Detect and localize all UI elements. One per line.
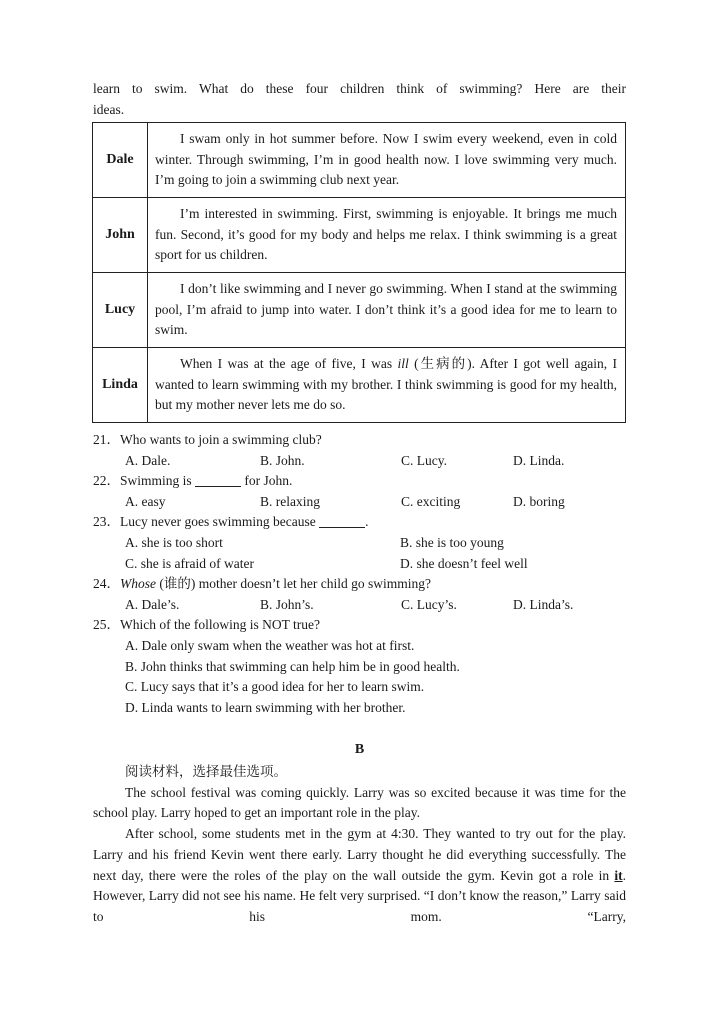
table-row <box>93 123 626 198</box>
child-name: Lucy <box>93 273 148 348</box>
section-b-passage <box>93 762 626 928</box>
passage-paragraph-2: After school, some students met in the gym at 4:30. They wanted to try out for the play. Larry and his friend Kevin went there early. Larry thought he did everything successfully. The next day, there were the roles of the play on the wall outside the gym. Kevin got a role in it. However, Larry did not see his name. He felt very surprised. “I don’t know the reason,” Larry said to his mom. “Larry, <box>93 826 626 924</box>
table-row <box>93 348 626 423</box>
question-25-stem: 25．Which of the following is NOT true? <box>93 617 320 633</box>
intro-text <box>93 78 626 120</box>
question-23-options-row1 <box>93 533 626 554</box>
child-opinion: I swam only in hot summer before. Now I swim every weekend, even in cold winter. Through swimming, I’m in good health now. I love swimming very much. I’m going to join a swimming club next year. <box>155 130 617 188</box>
question-23-stem: 23．Lucy never goes swimming because . <box>93 514 369 530</box>
questions-section <box>93 430 626 718</box>
option-d[interactable]: D. boring <box>513 493 565 509</box>
child-opinion: I’m interested in swimming. First, swimming is enjoyable. It brings me much fun. Second, it’s good for my body and helps me relax. I think swimming is a great sport for us children. <box>155 205 617 263</box>
question-24-options <box>93 595 626 616</box>
children-opinions-table <box>92 122 626 423</box>
option-b[interactable]: B. John thinks that swimming can help him be in good health. <box>125 658 460 674</box>
table-row <box>93 273 626 348</box>
option-d[interactable]: D. she doesn’t feel well <box>400 555 528 571</box>
child-name: Linda <box>93 348 148 423</box>
child-opinion: When I was at the age of five, I was ill (生病的). After I got well again, I wanted to learn swimming with my brother. I think swimming is good for my health, but my mother never lets me do so. <box>155 355 617 413</box>
table-row <box>93 198 626 273</box>
child-opinion: I don’t like swimming and I never go swimming. When I stand at the swimming pool, I’m afraid to jump into water. I don’t think it’s a good idea for me to learn to swim. <box>155 280 617 338</box>
intro-line-2: ideas. <box>93 102 125 117</box>
question-24-stem: 24．Whose (谁的) mother doesn’t let her child go swimming? <box>93 576 431 592</box>
option-a[interactable]: A. Dale only swam when the weather was hot at first. <box>125 637 415 653</box>
option-b[interactable]: B. John’s. <box>260 596 314 612</box>
section-b-title: B <box>354 742 365 757</box>
option-b[interactable]: B. she is too young <box>400 534 504 550</box>
option-b[interactable]: B. relaxing <box>260 493 320 509</box>
underlined-word: it <box>614 867 623 883</box>
question-22-options <box>93 492 626 513</box>
option-c[interactable]: C. Lucy says that it’s a good idea for her to learn swim. <box>125 679 425 695</box>
child-name: Dale <box>93 123 148 198</box>
question-21-options <box>93 451 626 472</box>
passage-paragraph-1: The school festival was coming quickly. Larry was so excited because it was time for the school play. Larry hoped to get an important role in the play. <box>93 784 626 821</box>
child-name: John <box>93 198 148 273</box>
question-23-options-row2 <box>93 554 626 575</box>
option-a[interactable]: A. easy <box>125 493 166 509</box>
option-d[interactable]: D. Linda’s. <box>513 596 574 612</box>
option-a[interactable]: A. she is too short <box>125 534 223 550</box>
option-c[interactable]: C. exciting <box>401 493 461 509</box>
option-b[interactable]: B. John. <box>260 452 305 468</box>
option-d[interactable]: D. Linda wants to learn swimming with her brother. <box>125 699 406 715</box>
option-c[interactable]: C. Lucy. <box>401 452 447 468</box>
question-21-stem: 21．Who wants to join a swimming club? <box>93 432 322 447</box>
option-a[interactable]: A. Dale’s. <box>125 596 180 612</box>
option-c[interactable]: C. Lucy’s. <box>401 596 457 612</box>
option-c[interactable]: C. she is afraid of water <box>125 555 254 571</box>
option-a[interactable]: A. Dale. <box>125 452 171 468</box>
section-b-instruction: 阅读材料，选择最佳选项。 <box>125 764 287 779</box>
question-22-stem: 22．Swimming is for John. <box>93 473 293 489</box>
intro-line-1: learn to swim. What do these four children think of swimming? Here are their <box>93 81 626 96</box>
answer-blank <box>195 472 241 487</box>
answer-blank <box>319 513 365 528</box>
option-d[interactable]: D. Linda. <box>513 452 565 468</box>
